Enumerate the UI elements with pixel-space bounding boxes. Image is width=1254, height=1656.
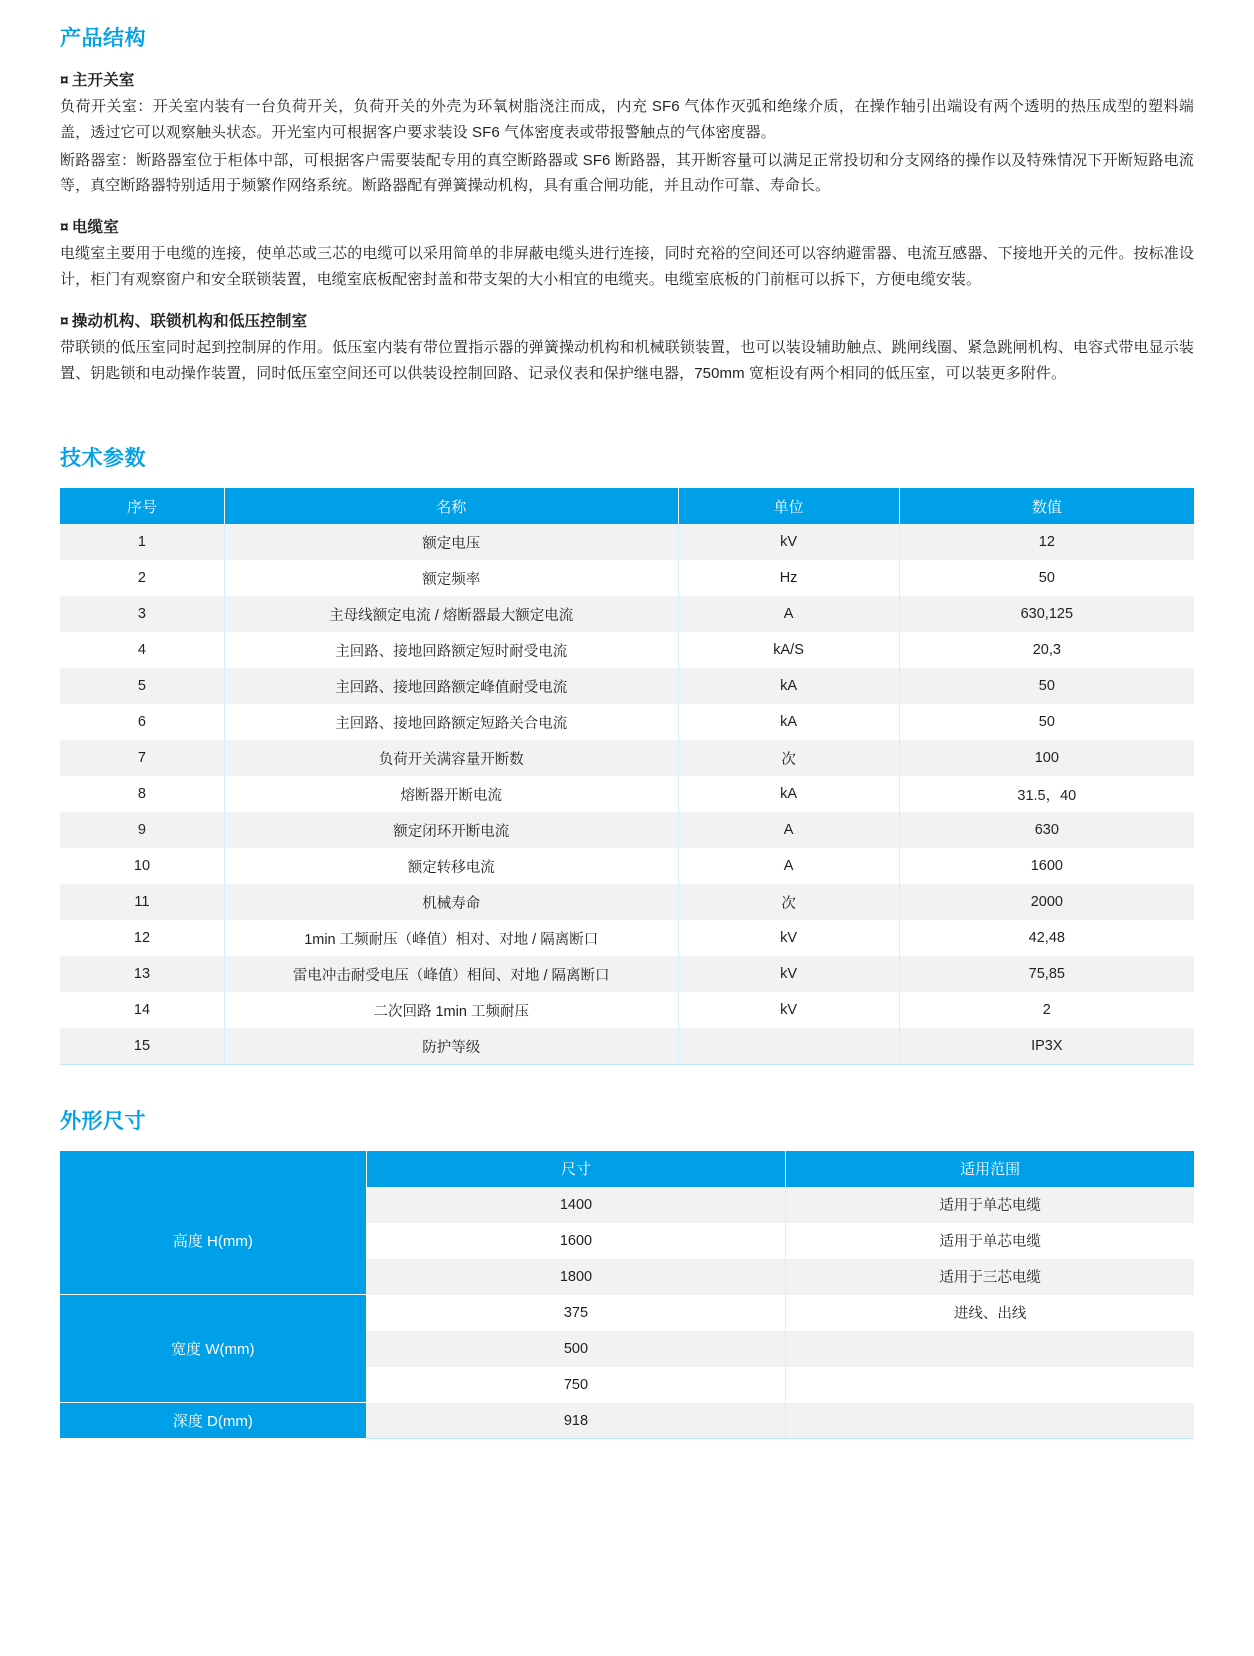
table-row xyxy=(60,596,1194,632)
cell-name: 雷电冲击耐受电压（峰值）相间、对地 / 隔离断口 xyxy=(224,956,678,992)
cell-index: 6 xyxy=(60,704,224,740)
paragraph-breaker-room: 断路器室：断路器室位于柜体中部，可根据客户需要装配专用的真空断路器或 SF6 断路器，其开断容量可以满足正常投切和分支网络的操作以及特殊情况下开断短路电流等，真空断路器特别适用于频繁作网络系统。断路器配有弹簧操动机构，具有重合闸功能，并且动作可靠、寿命长。 xyxy=(60,151,1194,195)
column-header-scope: 适用范围 xyxy=(786,1151,1194,1187)
cell-unit: kA xyxy=(678,704,899,740)
cell-name: 主回路、接地回路额定峰值耐受电流 xyxy=(224,668,678,704)
table-row xyxy=(60,1295,1194,1331)
dimension-group-label: 宽度 W(mm) xyxy=(60,1295,366,1403)
cell-name: 主回路、接地回路额定短时耐受电流 xyxy=(224,632,678,668)
cell-unit: 次 xyxy=(678,740,899,776)
cell-value: 12 xyxy=(1038,534,1055,551)
cell-index: 15 xyxy=(60,1028,224,1064)
cell-name: 主回路、接地回路额定短路关合电流 xyxy=(224,704,678,740)
cell-unit: A xyxy=(678,596,899,632)
column-header-size: 尺寸 xyxy=(366,1151,786,1187)
cell-scope xyxy=(786,1367,1194,1403)
cell-value: 100 xyxy=(1034,750,1059,767)
cell-unit: kA xyxy=(678,668,899,704)
cell-scope: 适用于单芯电缆 xyxy=(786,1187,1194,1223)
table-row xyxy=(60,992,1194,1028)
cell-value: 42,48 xyxy=(1028,930,1065,947)
cell-name: 1min 工频耐压（峰值）相对、对地 / 隔离断口 xyxy=(224,920,678,956)
table-row xyxy=(60,848,1194,884)
cell-size: 750 xyxy=(366,1367,786,1403)
cell-unit: Hz xyxy=(678,560,899,596)
table-row xyxy=(60,632,1194,668)
table-row xyxy=(60,1028,1194,1064)
cell-value: 630,125 xyxy=(1020,606,1074,623)
cell-value: 50 xyxy=(1038,678,1055,695)
section-title-params: 技术参数 xyxy=(60,447,146,471)
subheading-label: 电缆室 xyxy=(71,219,119,237)
paragraph-load-switch-room: 负荷开关室：开关室内装有一台负荷开关，负荷开关的外壳为环氧树脂浇注而成，内充 SF6 气体作灭弧和绝缘介质，在操作轴引出端设有两个透明的热压成型的塑料端盖，透过它可以观察触头状态。开光室内可根据客户要求装设 SF6 气体密度表或带报警触点的气体密度器。 xyxy=(60,98,1194,141)
table-row xyxy=(60,668,1194,704)
cell-name: 额定频率 xyxy=(224,560,678,596)
table-row xyxy=(60,560,1194,596)
table-header-row xyxy=(60,488,1194,524)
cell-value: 2000 xyxy=(1030,894,1063,911)
bullet-marker-icon: ¤ xyxy=(60,72,69,89)
dimensions-table-body xyxy=(60,1187,1194,1439)
cell-value: 2 xyxy=(1042,1002,1051,1019)
cell-value: 630 xyxy=(1034,822,1059,839)
cell-size: 918 xyxy=(366,1403,786,1439)
section-title-structure: 产品结构 xyxy=(60,27,146,50)
cell-size: 500 xyxy=(366,1331,786,1367)
cell-name: 额定闭环开断电流 xyxy=(224,812,678,848)
subheading-lv-control-room xyxy=(60,309,1194,331)
table-row xyxy=(60,1403,1194,1439)
technical-parameters-table xyxy=(60,488,1194,1065)
cell-size: 375 xyxy=(366,1295,786,1331)
cell-unit: kA/S xyxy=(678,632,899,668)
cell-index: 13 xyxy=(60,956,224,992)
cell-name: 主母线额定电流 / 熔断器最大额定电流 xyxy=(224,596,678,632)
paragraph-cable-room: 电缆室主要用于电缆的连接，使单芯或三芯的电缆可以采用简单的非屏蔽电缆头进行连接，同时充裕的空间还可以容纳避雷器、电流互感器、下接地开关的元件。按标准设计，柜门有观察窗户和安全联锁装置，电缆室底板配密封盖和带支架的大小相宜的电缆夹。电缆室底板的门前框可以拆下，方便电缆安装。 xyxy=(60,245,1194,288)
cell-unit: kA xyxy=(678,776,899,812)
cell-unit: 次 xyxy=(678,884,899,920)
cell-size: 1800 xyxy=(366,1259,786,1295)
cell-value: 31.5，40 xyxy=(1017,787,1077,804)
bullet-marker-icon: ¤ xyxy=(60,219,69,237)
dimensions-table xyxy=(60,1151,1194,1440)
dimension-group-label: 深度 D(mm) xyxy=(60,1403,366,1439)
cell-name: 机械寿命 xyxy=(224,884,678,920)
cell-value: IP3X xyxy=(899,1028,1194,1064)
cell-unit: A xyxy=(678,812,899,848)
column-header-index: 序号 xyxy=(60,488,224,524)
cell-scope xyxy=(786,1331,1194,1367)
cell-index: 8 xyxy=(60,776,224,812)
cell-name: 防护等级 xyxy=(224,1028,678,1064)
cell-size: 1600 xyxy=(366,1223,786,1259)
bullet-marker-icon: ¤ xyxy=(60,312,69,330)
cell-index: 7 xyxy=(60,740,224,776)
structure-group-main-switch xyxy=(60,68,1194,199)
spacer xyxy=(60,388,1194,442)
cell-unit: kV xyxy=(678,992,899,1028)
paragraph-lv-control-room: 带联锁的低压室同时起到控制屏的作用。低压室内装有带位置指示器的弹簧操动机构和机械联锁装置，也可以装设辅助触点、跳闸线圈、紧急跳闸机构、电容式带电显示装置、钥匙锁和电动操作装置，同时低压室空间还可以供装设控制回路、记录仪表和保护继电器，750mm 宽柜设有两个相同的低压室，可以装更多附件。 xyxy=(60,338,1194,382)
cell-name: 熔断器开断电流 xyxy=(224,776,678,812)
table-row xyxy=(60,524,1194,560)
table-row xyxy=(60,704,1194,740)
cell-index: 14 xyxy=(60,992,224,1028)
cell-scope: 适用于三芯电缆 xyxy=(786,1259,1194,1295)
cell-unit: kV xyxy=(678,956,899,992)
cell-index: 2 xyxy=(60,560,224,596)
cell-scope xyxy=(786,1403,1194,1439)
section-title-dimensions: 外形尺寸 xyxy=(60,1109,146,1133)
spacer xyxy=(60,295,1194,301)
subheading-main-switch xyxy=(60,68,1194,90)
cell-index: 5 xyxy=(60,668,224,704)
cell-name: 二次回路 1min 工频耐压 xyxy=(224,992,678,1028)
cell-value: 1600 xyxy=(1030,858,1063,875)
cell-index: 1 xyxy=(60,524,224,560)
cell-value: 50 xyxy=(1038,714,1055,731)
structure-group-lv-control-room xyxy=(60,309,1194,387)
dimension-group-label: 高度 H(mm) xyxy=(60,1187,366,1295)
subheading-label: 操动机构、联锁机构和低压控制室 xyxy=(71,312,308,330)
subheading-label: 主开关室 xyxy=(71,72,135,89)
cell-index: 11 xyxy=(60,884,224,920)
cell-index: 10 xyxy=(60,848,224,884)
table-row xyxy=(60,956,1194,992)
spacer xyxy=(60,201,1194,207)
column-header-name: 名称 xyxy=(224,488,678,524)
table-row xyxy=(60,812,1194,848)
cell-index: 9 xyxy=(60,812,224,848)
cell-scope: 适用于单芯电缆 xyxy=(786,1223,1194,1259)
cell-name: 额定电压 xyxy=(224,524,678,560)
table-row xyxy=(60,740,1194,776)
table-row xyxy=(60,920,1194,956)
table-header-row xyxy=(60,1151,1194,1187)
cell-index: 3 xyxy=(60,596,224,632)
column-header-value: 数值 xyxy=(899,488,1194,524)
table-row xyxy=(60,776,1194,812)
cell-name: 负荷开关满容量开断数 xyxy=(224,740,678,776)
params-table-body xyxy=(60,524,1194,1064)
table-row xyxy=(60,884,1194,920)
cell-unit: kV xyxy=(678,920,899,956)
cell-scope: 进线、出线 xyxy=(786,1295,1194,1331)
column-header-unit: 单位 xyxy=(678,488,899,524)
cell-value: 50 xyxy=(1038,570,1055,587)
cell-index: 4 xyxy=(60,632,224,668)
subheading-cable-room xyxy=(60,215,1194,237)
column-header-blank xyxy=(60,1151,366,1187)
cell-unit: kV xyxy=(678,524,899,560)
cell-name: 额定转移电流 xyxy=(224,848,678,884)
structure-group-cable-room xyxy=(60,215,1194,293)
spacer xyxy=(60,1065,1194,1105)
cell-unit xyxy=(678,1028,899,1064)
cell-unit: A xyxy=(678,848,899,884)
cell-value: 20,3 xyxy=(1032,642,1061,659)
table-row xyxy=(60,1187,1194,1223)
cell-size: 1400 xyxy=(366,1187,786,1223)
cell-index: 12 xyxy=(60,920,224,956)
cell-value: 75,85 xyxy=(1028,966,1065,983)
